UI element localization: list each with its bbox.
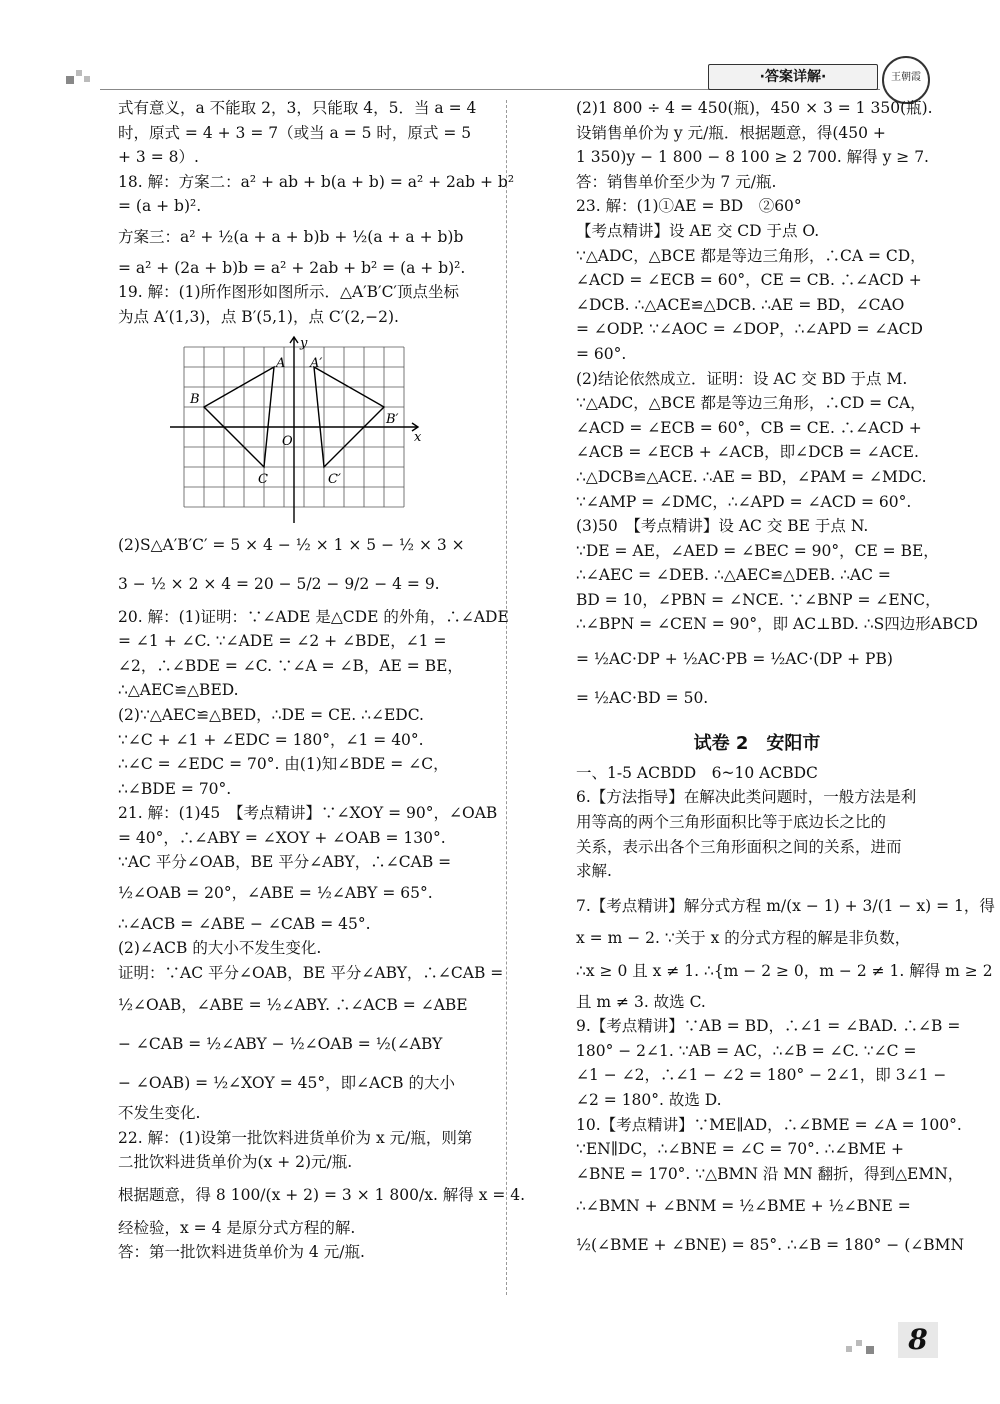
text-line: 关系，表示出各个三角形面积之间的关系，进而 [576,837,902,856]
text-line: 10.【考点精讲】∵ME∥AD，∴∠BME = ∠A = 100°. [576,1115,962,1134]
text-line: ∴∠BPN = ∠CEN = 90°，即 AC⊥BD. ∴S四边形ABCD [576,615,978,634]
text-line: 一、1-5 ACBDD 6~10 ACBDC [576,763,818,782]
text-line: = 60°. [576,344,627,363]
point-label-a-prime: A′ [310,356,323,372]
text-line: 7.【考点精讲】解分式方程 m/(x − 1) + 3/(1 − x) = 1，得 [576,896,995,915]
text-line: (2)S△A′B′C′ = 5 × 4 − ½ × 1 × 5 − ½ × 3 × [118,536,465,555]
column-divider [506,100,507,1295]
text-line: 用等高的两个三角形面积比等于底边长之比的 [576,813,887,832]
point-label-b-prime: B′ [386,412,399,428]
text-line: 设销售单价为 y 元/瓶．根据题意，得(450 + [576,123,886,142]
text-line: (2)1 800 ÷ 4 = 450(瓶)，450 × 3 = 1 350(瓶). [576,99,933,117]
text-line: ∵∠C + ∠1 + ∠EDC = 180°，∠1 = 40°. [118,730,424,749]
x-axis-label: x [414,430,422,446]
text-line: 1 350)y − 1 800 − 8 100 ≥ 2 700. 解得 y ≥ 7. [576,148,929,167]
left-column [118,96,526,1265]
text-line: 6.【方法指导】在解决此类问题时，一般方法是利 [576,788,917,807]
text-line: 二批饮料进货单价为(x + 2)元/瓶. [118,1153,353,1172]
page-number: 8 [898,1322,938,1358]
section-title: 试卷 2 安阳市 [693,733,821,755]
text-line: = 40°，∴∠ABY = ∠XOY + ∠OAB = 130°. [118,828,446,847]
text-line: ∠ACD = ∠ECB = 60°，CB = CE. ∴∠ACD + [576,418,922,437]
text-line: ∴△DCB≌△ACE. ∴AE = BD，∠PAM = ∠MDC. [576,467,927,486]
text-line: ∠ACD = ∠ECB = 60°，CE = CB. ∴∠ACD + [576,271,922,290]
text-line: 式有意义，a 不能取 2，3，只能取 4，5．当 a = 4 [118,99,477,117]
text-line: ∴∠ACB = ∠ABE − ∠CAB = 45°. [118,914,371,933]
text-line: 不发生变化. [118,1104,201,1123]
text-line: 求解. [576,862,612,881]
text-line: BD = 10，∠PBN = ∠NCE. ∵∠BNP = ∠ENC， [576,590,941,609]
point-label-c: C [258,472,268,488]
text-line: 根据题意，得 8 100/(x + 2) = 3 × 1 800/x. 解得 x = 4. [118,1186,526,1204]
text-line: 时，原式 = 4 + 3 = 7（或当 a = 5 时，原式 = 5 [118,123,472,142]
point-label-c-prime: C′ [328,472,341,488]
coordinate-figure [170,337,420,523]
text-line: + 3 = 8）. [118,148,199,167]
text-line: 20. 解：(1)证明：∵∠ADE 是△CDE 的外角，∴∠ADE [118,607,509,626]
text-line: 且 m ≠ 3. 故选 C. [576,992,706,1011]
text-line: ∴∠BDE = 70°. [118,779,232,798]
text-line: (3)50 【考点精讲】设 AC 交 BE 于点 N. [576,517,869,536]
logo-text: 王朝霞 [891,72,921,83]
text-line: ∵∠AMP = ∠DMC，∴∠APD = ∠ACD = 60°. [576,492,912,511]
text-line: ∵EN∥DC，∴∠BNE = ∠C = 70°. ∴∠BME + [576,1140,904,1159]
text-line: 答：销售单价至少为 7 元/瓶. [576,172,777,191]
text-line: ∠DCB. ∴△ACE≌△DCB. ∴AE = BD，∠CAO [576,295,905,314]
header-title: ·答案详解· [708,64,878,90]
text-line: − ∠CAB = ½∠ABY − ½∠OAB = ½(∠ABY [118,1035,443,1054]
text-line: = ∠1 + ∠C. ∵∠ADE = ∠2 + ∠BDE，∠1 = [118,632,447,651]
text-line: ∵DE = AE，∠AED = ∠BEC = 90°，CE = BE， [576,541,939,560]
text-line: 为点 A′(1,3)，点 B′(5,1)，点 C′(2,−2). [118,307,399,326]
text-line: 18. 解：方案二：a² + ab + b(a + b) = a² + 2ab + b² [118,172,515,191]
text-line: (2)∵△AEC≌△BED，∴DE = CE. ∴∠EDC. [118,705,424,724]
text-line: 19. 解：(1)所作图形如图所示．△A′B′C′顶点坐标 [118,283,459,302]
text-line: 22. 解：(1)设第一批饮料进货单价为 x 元/瓶，则第 [118,1128,473,1147]
text-line: 答：第一批饮料进货单价为 4 元/瓶. [118,1243,365,1262]
text-line: ½∠OAB = 20°，∠ABE = ½∠ABY = 65°. [118,884,433,903]
y-axis-label: y [300,336,308,352]
text-line: ∠1 − ∠2，∴∠1 − ∠2 = 180° − 2∠1，即 3∠1 − [576,1066,947,1085]
right-column [576,96,995,1258]
text-line: 9.【考点精讲】∵AB = BD，∴∠1 = ∠BAD. ∴∠B = [576,1017,961,1036]
text-line: 3 − ½ × 2 × 4 = 20 − 5/2 − 9/2 − 4 = 9. [118,574,440,593]
point-label-b: B [190,392,200,408]
text-line: = (a + b)². [118,197,202,216]
text-line: 21. 解：(1)45 【考点精讲】∵∠XOY = 90°，∠OAB [118,804,498,823]
text-line: 23. 解：(1)①AE = BD ②60° [576,197,802,216]
text-line: 方案三：a² + ½(a + a + b)b + ½(a + a + b)b [118,227,464,246]
text-line: 180° − 2∠1. ∵AB = AC，∴∠B = ∠C. ∵∠C = [576,1041,917,1060]
text-line: = a² + (2a + b)b = a² + 2ab + b² = (a + b)². [118,258,466,277]
text-line: ∠BNE = 170°. ∵△BMN 沿 MN 翻折，得到△EMN， [576,1164,964,1183]
text-line: ∴∠C = ∠EDC = 70°. 由(1)知∠BDE = ∠C， [118,755,449,774]
text-line: = ∠ODP. ∵∠AOC = ∠DOP，∴∠APD = ∠ACD [576,320,923,339]
point-label-a: A [276,356,286,372]
text-line: 经检验，x = 4 是原分式方程的解. [118,1218,356,1237]
text-line: ∴△AEC≌△BED. [118,681,239,700]
origin-label: O [282,434,293,450]
text-line: ∵△ADC，△BCE 都是等边三角形，∴CD = CA， [576,394,926,413]
text-line: ∴∠BMN + ∠BNM = ½∠BME + ½∠BNE = [576,1197,911,1216]
text-line: ∠2 = 180°. 故选 D. [576,1090,722,1109]
text-line: 【考点精讲】设 AE 交 CD 于点 O. [576,221,820,240]
text-line: ∴∠AEC = ∠DEB. ∴△AEC≌△DEB. ∴AC = [576,566,891,585]
text-line: = ½AC·DP + ½AC·PB = ½AC·(DP + PB) [576,650,893,669]
text-line: − ∠OAB) = ½∠XOY = 45°，即∠ACB 的大小 [118,1073,455,1092]
text-line: = ½AC·BD = 50. [576,688,709,707]
coordinate-grid-svg [170,337,420,523]
text-line: ∠2，∴∠BDE = ∠C. ∵∠A = ∠B，AE = BE， [118,656,463,675]
text-line: ∵AC 平分∠OAB，BE 平分∠ABY，∴∠CAB = [118,853,452,872]
text-line: ∠ACB = ∠ECB + ∠ACB，即∠DCB = ∠ACE. [576,443,919,462]
text-line: ∵△ADC，△BCE 都是等边三角形，∴CA = CD， [576,246,926,265]
text-line: ½∠OAB，∠ABE = ½∠ABY. ∴∠ACB = ∠ABE [118,996,468,1015]
text-line: ½(∠BME + ∠BNE) = 85°. ∴∠B = 180° − (∠BMN [576,1235,965,1254]
text-line: (2)∠ACB 的大小不发生变化. [118,939,322,958]
text-line: ∴x ≥ 0 且 x ≠ 1. ∴{m − 2 ≥ 0，m − 2 ≠ 1. 解得 m ≥ 2 [576,962,993,980]
text-line: (2)结论依然成立．证明：设 AC 交 BD 于点 M. [576,369,908,388]
text-line: x = m − 2. ∵关于 x 的分式方程的解是非负数， [576,929,911,948]
text-line: 证明：∵AC 平分∠OAB，BE 平分∠ABY，∴∠CAB = [118,963,504,982]
